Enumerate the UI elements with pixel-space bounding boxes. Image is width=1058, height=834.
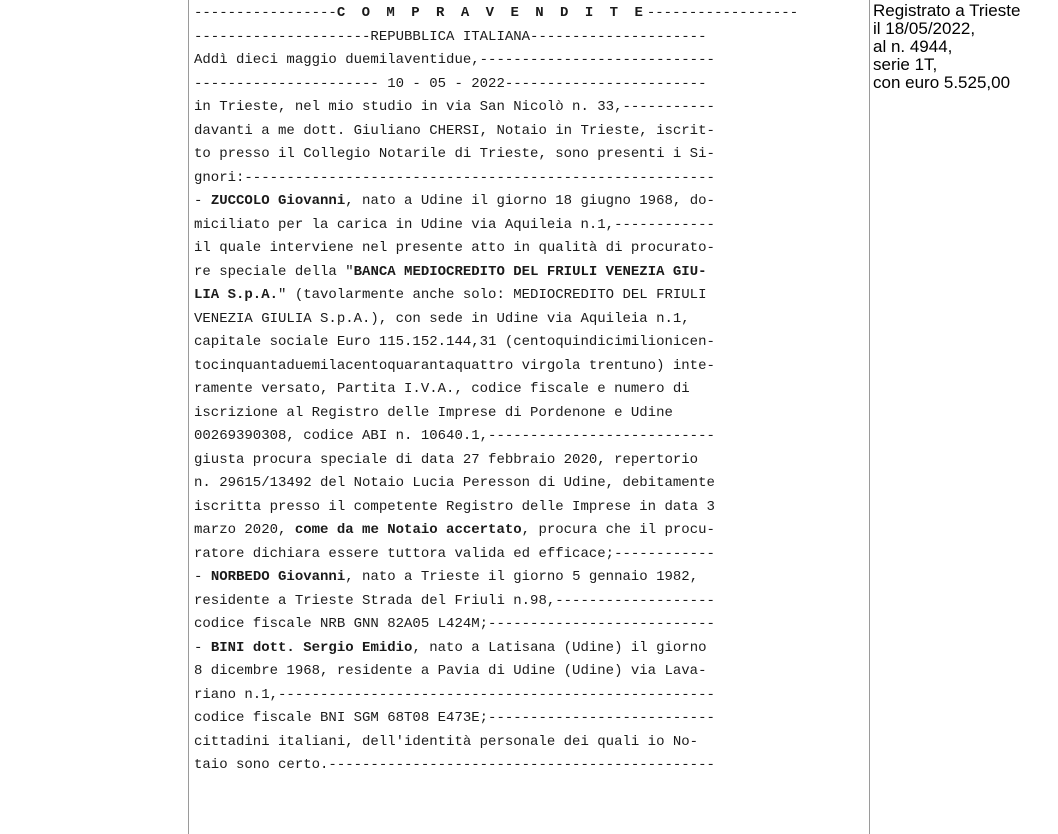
deed-title: C O M P R A V E N D I T E xyxy=(336,5,647,21)
deed-line: ramente versato, Partita I.V.A., codice fiscale e numero di xyxy=(194,381,690,397)
deed-title-line xyxy=(194,2,866,26)
title-dashes-right: ------------------ xyxy=(646,5,799,21)
deed-line: - BINI dott. Sergio Emidio, nato a Latisana (Udine) il giorno xyxy=(194,639,707,656)
deed-line: giusta procura speciale di data 27 febbraio 2020, repertorio xyxy=(194,451,699,468)
deed-line: ratore dichiara essere tuttora valida ed efficace;------------ xyxy=(194,545,715,562)
deed-line: codice fiscale BNI SGM 68T08 E473E;--------------------------- xyxy=(194,710,715,726)
date-numeric-line: ---------------------- 10 - 05 - 2022------------------------ xyxy=(194,75,707,92)
deed-text xyxy=(194,2,866,778)
deed-line: 8 dicembre 1968, residente a Pavia di Udine (Udine) via Lava- xyxy=(194,663,707,679)
registration-fee: con euro 5.525,00 xyxy=(873,73,1011,92)
bold-text: NORBEDO Giovanni xyxy=(210,569,346,585)
registration-series: serie 1T, xyxy=(873,55,938,74)
deed-line: miciliato per la carica in Udine via Aquileia n.1,------------ xyxy=(194,216,715,233)
deed-line: gnori:-------------------------------------------------------- xyxy=(194,169,715,186)
deed-line: - ZUCCOLO Giovanni, nato a Udine il giorno 18 giugno 1968, do- xyxy=(194,193,715,209)
right-margin-rule xyxy=(869,0,870,834)
deed-line: capitale sociale Euro 115.152.144,31 (centoquindicimilionicen- xyxy=(194,334,715,350)
deed-line: cittadini italiani, dell'identità personale dei quali io No- xyxy=(194,733,699,750)
deed-line: tocinquantaduemilacentoquarantaquattro virgola trentuno) inte- xyxy=(194,357,715,374)
deed-line: re speciale della "BANCA MEDIOCREDITO DEL FRIULI VENEZIA GIU- xyxy=(194,263,707,280)
deed-line: residente a Trieste Strada del Friuli n.98,------------------- xyxy=(194,592,715,609)
deed-line: n. 29615/13492 del Notaio Lucia Peresson di Udine, debitamente xyxy=(194,475,715,491)
bold-text: ZUCCOLO Giovanni xyxy=(210,193,346,209)
deed-line: iscrizione al Registro delle Imprese di Pordenone e Udine xyxy=(194,404,673,421)
republic-line: ---------------------REPUBBLICA ITALIANA--------------------- xyxy=(194,28,707,45)
deed-line: to presso il Collegio Notarile di Trieste, sono presenti i Si- xyxy=(194,146,715,162)
bold-text: LIA S.p.A. xyxy=(194,287,279,303)
deed-line: marzo 2020, come da me Notaio accertato, procura che il procu- xyxy=(194,522,715,538)
deed-line: VENEZIA GIULIA S.p.A.), con sede in Udine via Aquileia n.1, xyxy=(194,310,690,327)
title-dashes-left: ----------------- xyxy=(194,5,337,21)
bold-text: BINI dott. Sergio Emidio xyxy=(210,639,413,656)
bold-text: BANCA MEDIOCREDITO DEL FRIULI VENEZIA GIU- xyxy=(353,263,707,280)
deed-line: in Trieste, nel mio studio in via San Nicolò n. 33,----------- xyxy=(194,99,715,115)
deed-line: 00269390308, codice ABI n. 10640.1,--------------------------- xyxy=(194,428,715,444)
registration-date: il 18/05/2022, xyxy=(873,19,976,38)
deed-line: taio sono certo.---------------------------------------------- xyxy=(194,757,715,773)
deed-body xyxy=(194,96,866,778)
registration-note xyxy=(873,2,1056,92)
deed-line: codice fiscale NRB GNN 82A05 L424M;--------------------------- xyxy=(194,616,715,632)
registration-number: al n. 4944, xyxy=(873,37,953,56)
deed-line: riano n.1,---------------------------------------------------- xyxy=(194,686,715,703)
deed-line: LIA S.p.A." (tavolarmente anche solo: MEDIOCREDITO DEL FRIULI xyxy=(194,287,707,303)
bold-text: come da me Notaio accertato xyxy=(294,522,522,538)
deed-line: iscritta presso il competente Registro delle Imprese in data 3 xyxy=(194,498,715,515)
deed-line: - NORBEDO Giovanni, nato a Trieste il giorno 5 gennaio 1982, xyxy=(194,569,699,585)
left-margin-rule xyxy=(188,0,189,834)
deed-line: davanti a me dott. Giuliano CHERSI, Notaio in Trieste, iscrit- xyxy=(194,122,715,139)
date-words-line: Addì dieci maggio duemilaventidue,---------------------------- xyxy=(194,52,715,68)
registration-line: Registrato a Trieste xyxy=(873,1,1021,20)
deed-line: il quale interviene nel presente atto in qualità di procurato- xyxy=(194,240,715,256)
